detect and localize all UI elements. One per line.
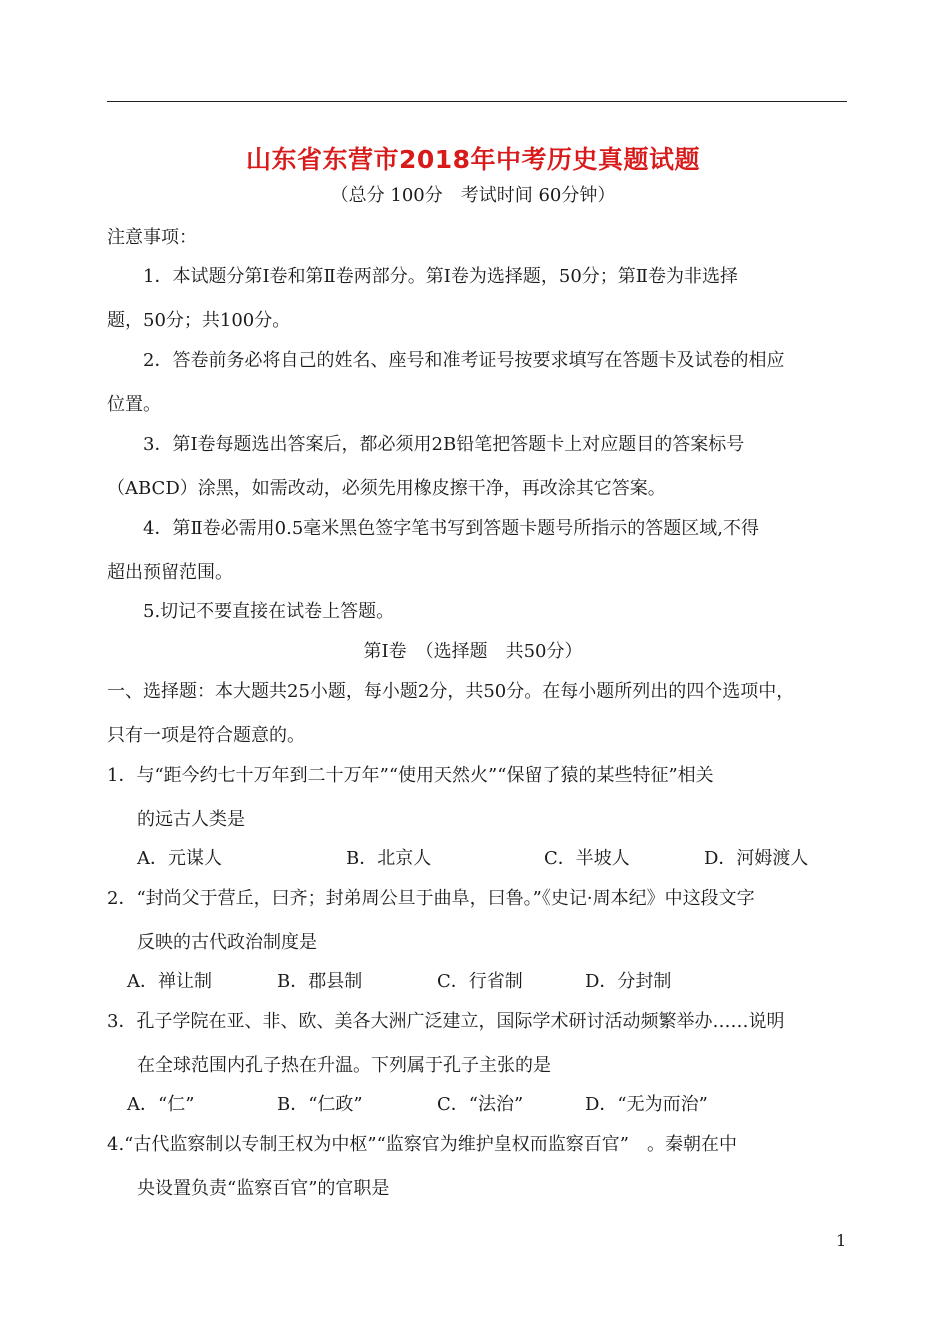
notice-item-3-line-2: （ABCD）涂黑，如需改动，必须先用橡皮擦干净，再改涂其它答案。 [107,478,666,499]
question-2-option-b: B．郡县制 [277,971,363,992]
question-1-line-1: 1．与“距今约七十万年到二十万年”“使用天然火”“保留了猿的某些特征”相关 [107,765,714,786]
question-1-option-c: C．半坡人 [544,848,630,869]
question-2-line-2: 反映的古代政治制度是 [137,932,317,953]
question-4-line-1: 4.“古代监察制以专制王权为中枢”“监察官为维护皇权而监察百官” 。秦朝在中 [107,1134,737,1155]
notice-item-2-line-1: 2．答卷前务必将自己的姓名、座号和准考证号按要求填写在答题卡及试卷的相应 [143,350,785,371]
question-3-option-d: D．“无为而治” [585,1094,708,1115]
question-3-option-b: B．“仁政” [277,1094,363,1115]
question-2-option-a: A．禅让制 [127,971,212,992]
question-2-option-c: C．行省制 [437,971,523,992]
question-4-line-2: 央设置负责“监察百官”的官职是 [137,1178,390,1199]
section-header: 第Ⅰ卷 （选择题 共50分） [363,641,583,662]
page-title: 山东省东营市2018年中考历史真题试题 [245,145,701,174]
section-intro-line-2: 只有一项是符合题意的。 [107,725,305,746]
question-3-line-2: 在全球范围内孔子热在升温。下列属于孔子主张的是 [137,1055,551,1076]
notice-heading: 注意事项： [107,227,197,248]
section-intro-line-1: 一、选择题：本大题共25小题，每小题2分，共50分。在每小题所列出的四个选项中， [107,681,795,702]
question-3-option-c: C．“法治” [437,1094,524,1115]
header-rule [107,101,847,102]
question-1-line-2: 的远古人类是 [137,809,245,830]
question-1-option-d: D．河姆渡人 [704,848,809,869]
notice-item-5: 5.切记不要直接在试卷上答题。 [143,601,395,622]
notice-item-1-line-1: 1．本试题分第Ⅰ卷和第Ⅱ卷两部分。第Ⅰ卷为选择题，50分；第Ⅱ卷为非选择 [143,266,739,287]
notice-item-4-line-1: 4．第Ⅱ卷必需用0.5毫米黑色签字笔书写到答题卡题号所指示的答题区域,不得 [143,518,760,539]
notice-item-4-line-2: 超出预留范围。 [107,562,233,583]
question-2-line-1: 2．“封尚父于营丘，曰齐；封弟周公旦于曲阜，曰鲁。”《史记·周本纪》中这段文字 [107,888,755,909]
question-3-line-1: 3．孔子学院在亚、非、欧、美各大洲广泛建立，国际学术研讨活动频繁举办……说明 [107,1011,785,1032]
page-number: 1 [836,1231,847,1250]
exam-info: （总分 100分 考试时间 60分钟） [330,185,616,206]
question-2-option-d: D．分封制 [585,971,672,992]
notice-item-3-line-1: 3．第Ⅰ卷每题选出答案后，都必须用2B铅笔把答题卡上对应题目的答案标号 [143,434,745,455]
question-3-option-a: A．“仁” [127,1094,195,1115]
notice-item-2-line-2: 位置。 [107,394,161,415]
question-1-option-b: B．北京人 [346,848,432,869]
question-1-option-a: A．元谋人 [137,848,222,869]
notice-item-1-line-2: 题，50分；共100分。 [107,310,291,331]
